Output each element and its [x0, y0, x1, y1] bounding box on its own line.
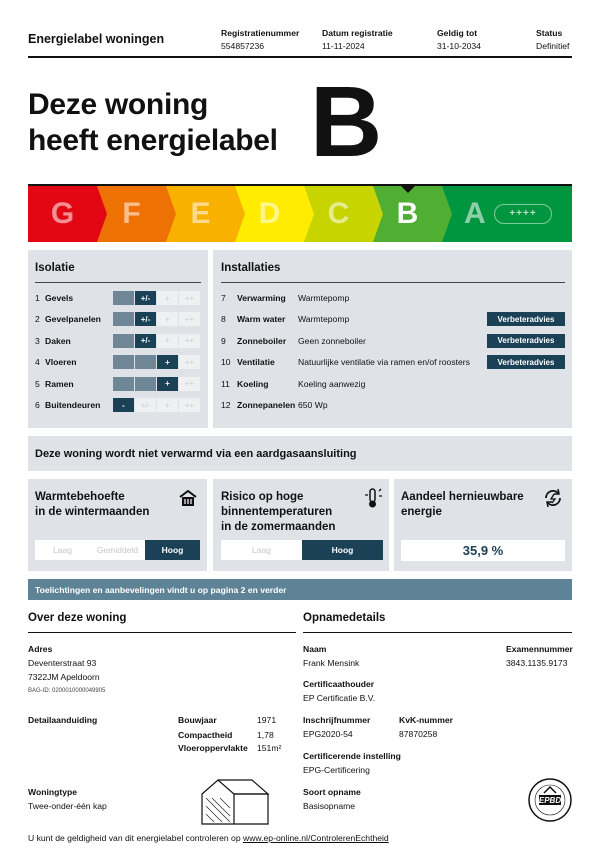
toelichting-banner: Toelichtingen en aanbevelingen vindt u op pagina 2 en verder	[28, 579, 572, 600]
inschrijfnummer-value: EPG2020-54	[303, 729, 353, 739]
certificerende-instelling-label: Certificerende instelling	[303, 751, 401, 761]
geldig-tot: Geldig tot 31-10-2034	[437, 28, 481, 51]
adres-line2: 7322JM Apeldoorn	[28, 672, 100, 682]
datum-registratie: Datum registratie 11-11-2024	[322, 28, 393, 51]
isolatie-row-buitendeuren: 6 Buitendeuren - +/- + ++	[35, 398, 201, 412]
house-heat-icon	[178, 489, 198, 507]
energy-segment-c: C	[304, 186, 373, 242]
woningtype-value: Twee-onder-één kap	[28, 801, 107, 811]
renewable-energy-icon	[542, 487, 564, 509]
rating-cell	[135, 377, 156, 391]
rating-cell: +	[157, 334, 178, 348]
warmtebehoefte-option-gemiddeld: Gemiddeld	[90, 540, 145, 560]
inschrijfnummer-label: Inschrijfnummer	[303, 715, 371, 725]
adres-label: Adres	[28, 644, 53, 654]
house-drawing-icon	[198, 776, 272, 826]
rating-cell: ++	[179, 377, 200, 391]
rating-cell: -	[113, 398, 134, 412]
rating-cell: +/-	[135, 312, 156, 326]
installaties-panel	[213, 250, 572, 428]
examennummer-value: 3843.1135.9173	[506, 658, 568, 668]
rating-cell	[113, 334, 134, 348]
document-title: Energielabel woningen	[28, 32, 165, 46]
rating-cell: +	[157, 398, 178, 412]
risico-scale	[221, 540, 383, 560]
examennummer-label: Examennummer	[506, 644, 573, 654]
headline: Deze woning heeft energielabel	[28, 88, 278, 157]
hernieuwbaar-panel	[394, 479, 572, 571]
adres-line1: Deventerstraat 93	[28, 658, 97, 668]
vloeroppervlakte-value: 151m²	[257, 743, 282, 753]
naam-value: Frank Mensink	[303, 658, 360, 668]
rating-cell: ++	[179, 291, 200, 305]
rating-cell: +/-	[135, 398, 156, 412]
isolatie-row-vloeren: 4 Vloeren + ++	[35, 355, 201, 369]
soort-opname-label: Soort opname	[303, 787, 361, 797]
naam-label: Naam	[303, 644, 327, 654]
gas-notice: Deze woning wordt niet verwarmd via een aardgasaansluiting	[35, 448, 357, 460]
a-plus-badge: ++++	[494, 204, 552, 224]
installatie-row-verwarming: 7 Verwarming Warmtepomp	[221, 293, 350, 303]
installatie-row-warm-water: 8 Warm water Warmtepomp Verbeteradvies	[221, 312, 565, 326]
rating-cell: +/-	[135, 334, 156, 348]
rating-cell	[113, 291, 134, 305]
installatie-row-koeling: 11 Koeling Koeling aanwezig	[221, 378, 366, 389]
energy-segment-g: G	[28, 186, 97, 242]
risico-panel	[213, 479, 389, 571]
installaties-title: Installaties	[221, 262, 281, 274]
compactheid-label: Compactheid	[178, 730, 233, 740]
epbd-logo	[527, 777, 573, 823]
isolatie-row-gevels: 1 Gevels +/- + ++	[35, 291, 201, 305]
energy-scale-bar	[28, 186, 572, 242]
isolatie-row-gevelpanelen: 2 Gevelpanelen +/- + ++	[35, 312, 201, 326]
status: Status Definitief	[536, 28, 570, 51]
kvk-label: KvK-nummer	[399, 715, 453, 725]
warmtebehoefte-title: Warmtebehoefte in de wintermaanden	[35, 491, 150, 518]
footer: U kunt de geldigheid van dit energielabel controleren op www.ep-online.nl/ControlerenEchtheid	[28, 833, 389, 843]
soort-opname-value: Basisopname	[303, 801, 356, 811]
warmtebehoefte-scale	[35, 540, 200, 560]
rating-cell: ++	[179, 334, 200, 348]
header-divider	[28, 56, 572, 58]
verbeteradvies-button[interactable]: Verbeteradvies	[487, 334, 565, 348]
rating-cell: +	[157, 291, 178, 305]
isolatie-title: Isolatie	[35, 262, 75, 274]
gas-notice-panel	[28, 436, 572, 471]
registratienummer: Registratienummer 554857236	[221, 28, 300, 51]
energy-segment-f: F	[97, 186, 166, 242]
compactheid-value: 1,78	[257, 730, 274, 740]
energy-segment-a: A ++++	[442, 186, 572, 242]
rating-cell: +	[157, 312, 178, 326]
energy-segment-e: E	[166, 186, 235, 242]
isolatie-row-daken: 3 Daken +/- + ++	[35, 334, 201, 348]
hernieuwbaar-title: Aandeel hernieuwbare energie	[401, 491, 524, 518]
certificaathouder-value: EP Certificatie B.V.	[303, 693, 376, 703]
over-divider	[28, 632, 296, 633]
installatie-row-zonneboiler: 9 Zonneboiler Geen zonneboiler Verbeteradvies	[221, 334, 565, 348]
thermometer-sun-icon	[363, 487, 383, 509]
rating-cell: +/-	[135, 291, 156, 305]
certificerende-instelling-value: EPG-Certificering	[303, 765, 370, 775]
rating-cell: +	[157, 377, 178, 391]
rating-cell	[113, 377, 134, 391]
rating-cell: ++	[179, 355, 200, 369]
certificaathouder-label: Certificaathouder	[303, 679, 375, 689]
energy-segment-d: D	[235, 186, 304, 242]
risico-title: Risico op hoge binnentemperaturen in de zomermaanden	[221, 491, 336, 533]
bouwjaar-label: Bouwjaar	[178, 715, 217, 725]
vloeroppervlakte-label: Vloeroppervlakte	[178, 743, 248, 753]
installatie-row-zonnepanelen: 12 Zonnepanelen 650 Wp	[221, 400, 328, 410]
risico-option-laag: Laag	[221, 540, 302, 560]
isolatie-row-ramen: 5 Ramen + ++	[35, 377, 201, 391]
energy-label-letter: B	[310, 66, 383, 178]
isolatie-panel	[28, 250, 208, 428]
installatie-row-ventilatie: 10 Ventilatie Natuurlijke ventilatie via ramen en/of roosters Verbeteradvies	[221, 355, 565, 369]
rating-cell	[113, 312, 134, 326]
bouwjaar-value: 1971	[257, 715, 277, 725]
bag-id: BAG-ID: 0200010000049905	[28, 688, 106, 694]
warmtebehoefte-option-hoog: Hoog	[145, 540, 200, 560]
woningtype-label: Woningtype	[28, 787, 78, 797]
warmtebehoefte-option-laag: Laag	[35, 540, 90, 560]
energy-segment-b: B	[373, 186, 442, 242]
opname-divider	[303, 632, 572, 633]
isolatie-divider	[35, 282, 201, 283]
hernieuwbaar-value: 35,9 %	[401, 540, 565, 561]
over-title: Over deze woning	[28, 612, 127, 624]
rating-cell: +	[157, 355, 178, 369]
rating-cell: ++	[179, 312, 200, 326]
warmtebehoefte-panel	[28, 479, 207, 571]
detailaanduiding-label: Detailaanduiding	[28, 715, 98, 725]
installaties-divider	[221, 282, 565, 283]
opname-title: Opnamedetails	[303, 612, 386, 624]
risico-option-hoog: Hoog	[302, 540, 383, 560]
verbeteradvies-button[interactable]: Verbeteradvies	[487, 312, 565, 326]
verbeteradvies-button[interactable]: Verbeteradvies	[487, 355, 565, 369]
verify-link[interactable]: www.ep-online.nl/ControlerenEchtheid	[243, 833, 389, 843]
svg-text:EPBD: EPBD	[538, 796, 562, 805]
rating-cell	[113, 355, 134, 369]
active-label-marker	[400, 185, 416, 193]
kvk-value: 87870258	[399, 729, 438, 739]
rating-cell: ++	[179, 398, 200, 412]
rating-cell	[135, 355, 156, 369]
